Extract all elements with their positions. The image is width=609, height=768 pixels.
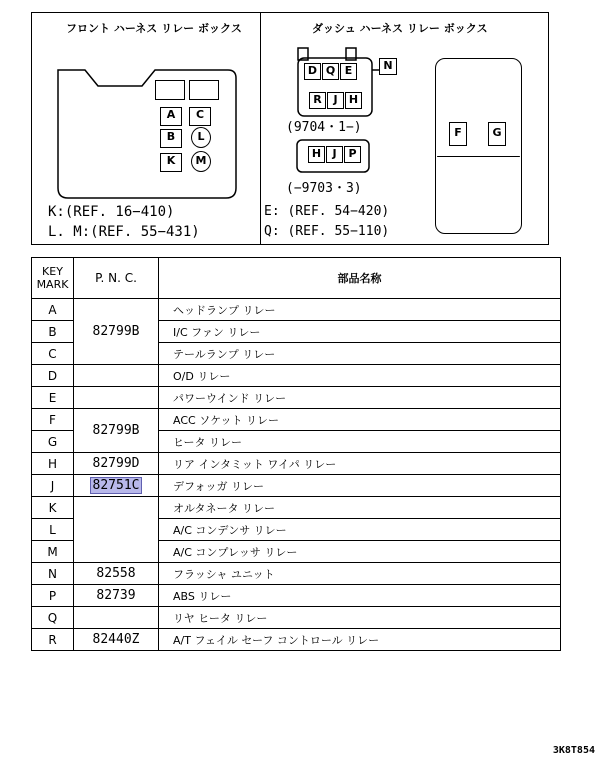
row-pnc: 82799D [74,453,159,475]
row-part-name: I/C ファン リレー [159,321,561,343]
table-row [32,629,561,651]
row-key-mark: R [32,629,74,651]
relay-r-mid[interactable]: R [309,92,326,109]
table-row [32,365,561,387]
row-part-name: リヤ ヒータ リレー [159,607,561,629]
relay-d[interactable]: D [304,63,321,80]
dash-box-title: ダッシュ ハーネス リレー ボックス [312,22,488,35]
row-key-mark: L [32,519,74,541]
table-row [32,497,561,519]
diagram-divider [260,12,261,245]
row-part-name: ABS リレー [159,585,561,607]
relay-q[interactable]: Q [322,63,339,80]
table-row [32,585,561,607]
row-part-name: ヘッドランプ リレー [159,299,561,321]
relay-l[interactable]: L [191,127,211,148]
row-pnc [74,387,159,409]
relay-h-low[interactable]: H [308,146,325,163]
row-pnc: 82440Z [74,629,159,651]
row-key-mark: F [32,409,74,431]
table-row [32,607,561,629]
relay-e[interactable]: E [340,63,357,80]
row-pnc: 82799B [74,299,159,365]
relay-c[interactable]: C [189,107,211,126]
relay-n[interactable]: N [379,58,397,75]
row-key-mark: N [32,563,74,585]
row-part-name: リア インタミット ワイパ リレー [159,453,561,475]
row-part-name: オルタネータ リレー [159,497,561,519]
relay-j-mid[interactable]: J [327,92,344,109]
row-pnc: 82558 [74,563,159,585]
row-part-name: ヒータ リレー [159,431,561,453]
ref-e: E: (REF. 54−420) [264,204,390,219]
relay-b[interactable]: B [160,129,182,148]
row-key-mark: Q [32,607,74,629]
row-pnc [74,497,159,563]
row-key-mark: D [32,365,74,387]
row-part-name: ACC ソケット リレー [159,409,561,431]
header-pnc: P. N. C. [74,258,159,299]
row-part-name: O/D リレー [159,365,561,387]
table-header-row [32,258,561,299]
header-key-mark: KEY MARK [32,258,74,299]
relay-h-mid[interactable]: H [345,92,362,109]
front-box-title: フロント ハーネス リレー ボックス [66,22,242,35]
period-label-2: (−9703・3) [286,181,362,196]
row-key-mark: J [32,475,74,497]
relay-a[interactable]: A [160,107,182,126]
ref-lm: L. M:(REF. 55−431) [48,224,200,240]
row-part-name: フラッシャ ユニット [159,563,561,585]
relay-m[interactable]: M [191,151,211,172]
row-key-mark: P [32,585,74,607]
row-pnc [74,475,159,497]
parts-table [31,257,561,651]
row-pnc [74,607,159,629]
ref-k: K:(REF. 16−410) [48,204,175,220]
relay-g[interactable]: G [488,122,506,146]
row-part-name: A/C コンプレッサ リレー [159,541,561,563]
table-row [32,563,561,585]
header-part-name: 部品名称 [159,258,561,299]
row-pnc [74,365,159,387]
highlighted-pnc[interactable]: 82751C [90,477,143,494]
row-key-mark: G [32,431,74,453]
row-pnc: 82739 [74,585,159,607]
relay-j-low[interactable]: J [326,146,343,163]
relay-k[interactable]: K [160,153,182,172]
table-row [32,299,561,321]
row-key-mark: C [32,343,74,365]
diagram-code: 3K8T854 [552,745,595,756]
row-key-mark: E [32,387,74,409]
front-empty-slot-1 [155,80,185,100]
table-row [32,475,561,497]
relay-p-low[interactable]: P [344,146,361,163]
row-key-mark: M [32,541,74,563]
relay-f[interactable]: F [449,122,467,146]
row-part-name: デフォッガ リレー [159,475,561,497]
row-key-mark: B [32,321,74,343]
side-relay-box [435,58,522,234]
row-pnc: 82799B [74,409,159,453]
table-row [32,409,561,431]
row-key-mark: A [32,299,74,321]
period-label-1: (9704・1−) [286,120,362,135]
row-part-name: テールランプ リレー [159,343,561,365]
table-row [32,453,561,475]
row-key-mark: K [32,497,74,519]
row-part-name: パワーウインド リレー [159,387,561,409]
table-row [32,387,561,409]
ref-q: Q: (REF. 55−110) [264,224,390,239]
front-empty-slot-2 [189,80,219,100]
row-part-name: A/T フェイル セーフ コントロール リレー [159,629,561,651]
row-key-mark: H [32,453,74,475]
side-relay-box-divider [437,156,520,157]
row-part-name: A/C コンデンサ リレー [159,519,561,541]
